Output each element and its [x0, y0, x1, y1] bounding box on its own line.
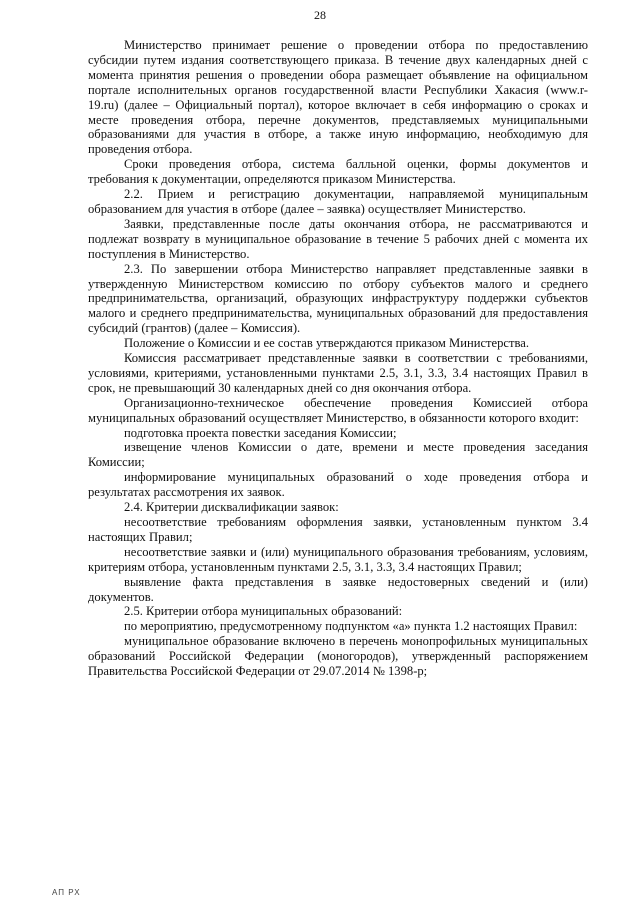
document-body: [88, 38, 588, 679]
paragraph: Положение о Комиссии и ее состав утверждаются приказом Министерства.: [124, 336, 530, 351]
list-item: выявление факта представления в заявке недостоверных сведений и (или) документов.: [88, 574, 588, 604]
footer-mark: АП РХ: [52, 888, 81, 897]
paragraph: Комиссия рассматривает представленные заявки в соответствии с требованиями, условиями, критериями, установленными пунктами 2.5, 3.1, 3.3, 3.4 настоящих Правил в срок, не превышающий 30 календарных дней со дня окончания отбора.: [88, 351, 588, 395]
list-item: извещение членов Комиссии о дате, времени и месте проведения заседания Комиссии;: [88, 440, 588, 470]
paragraph: Министерство принимает решение о проведении отбора по предоставлению субсидии путем издания соответствующего приказа. В течение двух календарных дней с момента принятия решения о проведении обора размещает объявление на официальном портале исполнительных органов государственной власти Республики Хакасия (www.r-19.ru) (далее – Официальный портал), которое включает в себя информацию о сроках и месте проведения отбора, перечне документов, представляемых муниципальными образованиями для участия в отборе, а также иную информацию, необходимую для проведения отбора.: [88, 38, 588, 157]
paragraph: по мероприятию, предусмотренному подпунктом «а» пункта 1.2 настоящих Правил:: [124, 619, 578, 634]
list-item: несоответствие требованиям оформления заявки, установленным пунктом 3.4 настоящих Правил;: [88, 515, 588, 544]
paragraph-section-2-5: 2.5. Критерии отбора муниципальных образований:: [124, 604, 403, 619]
paragraph: Заявки, представленные после даты окончания отбора, не рассматриваются и подлежат возврату в муниципальное образование в течение 5 рабочих дней с момента их поступления в Министерство.: [88, 216, 588, 261]
list-item: муниципальное образование включено в перечень монопрофильных муниципальных образований Российской Федерации (моногородов), утвержденный распоряжением Правительства Российской Федерации от 29.07.2014 № 1398-р;: [88, 634, 588, 679]
paragraph-section-2-4: 2.4. Критерии дисквалификации заявок:: [124, 500, 339, 515]
page-number: 28: [314, 8, 326, 22]
list-item: информирование муниципальных образований о ходе проведения отбора и результатах рассмотрения их заявок.: [88, 470, 588, 500]
paragraph-section-2-3: 2.3. По завершении отбора Министерство направляет представленные заявки в утвержденную Министерством комиссию по отбору субъектов малого и среднего предпринимательства, организаций, образующих инфраструктуру поддержки субъектов малого и среднего предпринимательства, муниципальных образований для предоставления субсидий (грантов) (далее – Комиссия).: [88, 261, 588, 336]
paragraph-section-2-2: 2.2. Прием и регистрацию документации, направляемой муниципальным образованием для участия в отборе (далее – заявка) осуществляет Министерство.: [88, 187, 588, 216]
list-item: подготовка проекта повестки заседания Комиссии;: [124, 425, 397, 440]
paragraph: Сроки проведения отбора, система балльной оценки, формы документов и требования к документации, определяются приказом Министерства.: [88, 157, 588, 187]
paragraph: Организационно-техническое обеспечение проведения Комиссией отбора муниципальных образований осуществляет Министерство, в обязанности которого входит:: [88, 395, 588, 425]
list-item: несоответствие заявки и (или) муниципального образования требованиям, условиям, критериям отбора, установленным пунктами 2.5, 3.1, 3.3, 3.4 настоящих Правил;: [88, 544, 588, 574]
